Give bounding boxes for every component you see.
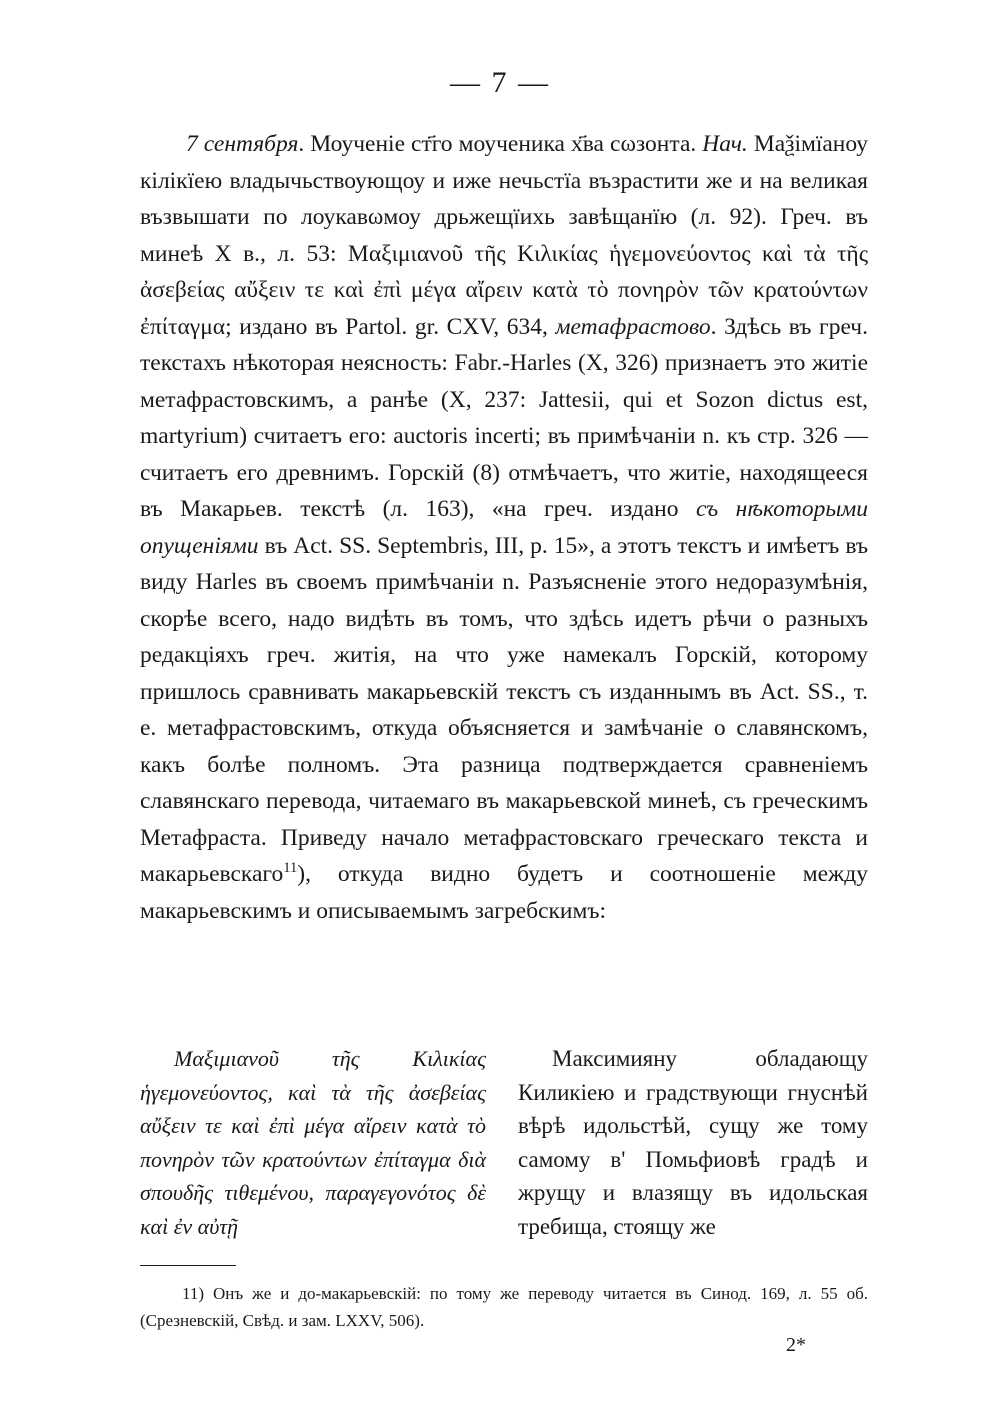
body-text-2: . Здѣсь въ греч. текстахъ нѣкоторая неясность: Fabr.-Harles (X, 326) признаетъ это житіе метафрастовскимъ, а ранѣе (X, 237: Jattesii, qui et Sozon dictus est, martyrium) считаетъ его: auctoris incerti; въ примѣчаніи n. къ стр. 326 — считаетъ его древнимъ. Горскій (8) отмѣчаетъ, что житіе, находящееся въ Макарьев. текстѣ (л. 163), «на греч. издано (140, 313, 868, 522)
slavonic-column: Максимияну обладающу Киликiею и градствующи гнуснѣй вѣрѣ идольстѣй, сущу же тому самому в' Помьфиовѣ градѣ и жрущу и влазящу въ идольская требища, стоящу же (518, 1046, 868, 1239)
body-text-3: въ Act. SS. Septembris, III, p. 15», а этотъ текстъ и имѣетъ въ виду Harles въ своемъ примѣчаніи n. Разъясненіе этого недоразумѣнія, скорѣе всего, надо видѣть въ томъ, что здѣсь идетъ рѣчи о разныхъ редакціяхъ греч. житія, на что уже намекалъ Горскій, которому пришлось сравнивать макарьевскій текстъ съ изданнымъ въ Act. SS., т. е. метафрастовскимъ, откуда объясняется и замѣчаніе о славянскомъ, какъ болѣе полномъ. Эта разница подтверждается сравненіемъ славянскаго перевода, читаемаго въ макарьевской минеѣ, съ греческимъ Метафраста. Приведу начало метафрастовскаго греческаго текста и макарьевскаго (140, 532, 868, 887)
date-heading: 7 сентября (186, 131, 299, 157)
footnote-reference: 11 (283, 860, 298, 877)
body-text-1: Маѯімїаноу кілікїею владычьствоующоу и иже нечьстїа възрастити же и на великая възвышати по лоукавωмоу дрьжещїихь завѣщанїю (л. 92). Греч. въ минеѣ X в., л. 53: Μαξιμιανοῦ τῆς Κιλικίας ἡγεμονεύοντος καὶ τὰ τῆς ἀσεβείας αὔξειν τε καὶ ἐπὶ μέγα αἴρειν κατὰ τὸ πονηρὸν τῶν κρατούντων ἐπίταγμα; издано въ Partol. gr. CXV, 634, (140, 131, 868, 340)
metaphrast-term: метафрастово (555, 313, 711, 340)
main-text-block (140, 126, 868, 929)
greek-column: Μαξιμιανοῦ τῆς Κιλικίας ἡγεμονεύοντος, καὶ τὰ τῆς ἀσεβείας αὔξειν τε καὶ ἐπὶ μέγα αἴρειν κατὰ τὸ πονηρὸν τῶν κρατούντων ἐπίταγμα διὰ σπουδῆς τιθεμένου, παραγεγονότος δὲ καὶ ἐν αὐτῇ (140, 1046, 486, 1239)
footnote (140, 1280, 868, 1334)
footnote-number: 11) (182, 1284, 205, 1303)
footnote-paragraph (140, 1280, 868, 1334)
footnote-divider (140, 1265, 236, 1266)
main-paragraph (140, 126, 868, 929)
page-number: — 7 — (450, 66, 550, 99)
parallel-text-columns (140, 1042, 868, 1243)
footnote-text: Онъ же и до-макарьевскій: по тому же переводу читается въ Синод. 169, л. 55 об. (Срезневскій, Свѣд. и зам. LXXV, 506). (140, 1284, 868, 1330)
signature-mark: 2* (786, 1334, 806, 1356)
body-text-4: ), откуда видно будетъ и соотношеніе между макарьевскимъ и описываемымъ загребскимъ: (140, 861, 868, 924)
omissions-phrase: съ нѣкоторыми опущеніями (140, 496, 868, 559)
intro-text: . Моученіе ст҃го моученика х҃ва сωзонта. (298, 131, 703, 157)
nach-label: Нач. (702, 131, 748, 157)
